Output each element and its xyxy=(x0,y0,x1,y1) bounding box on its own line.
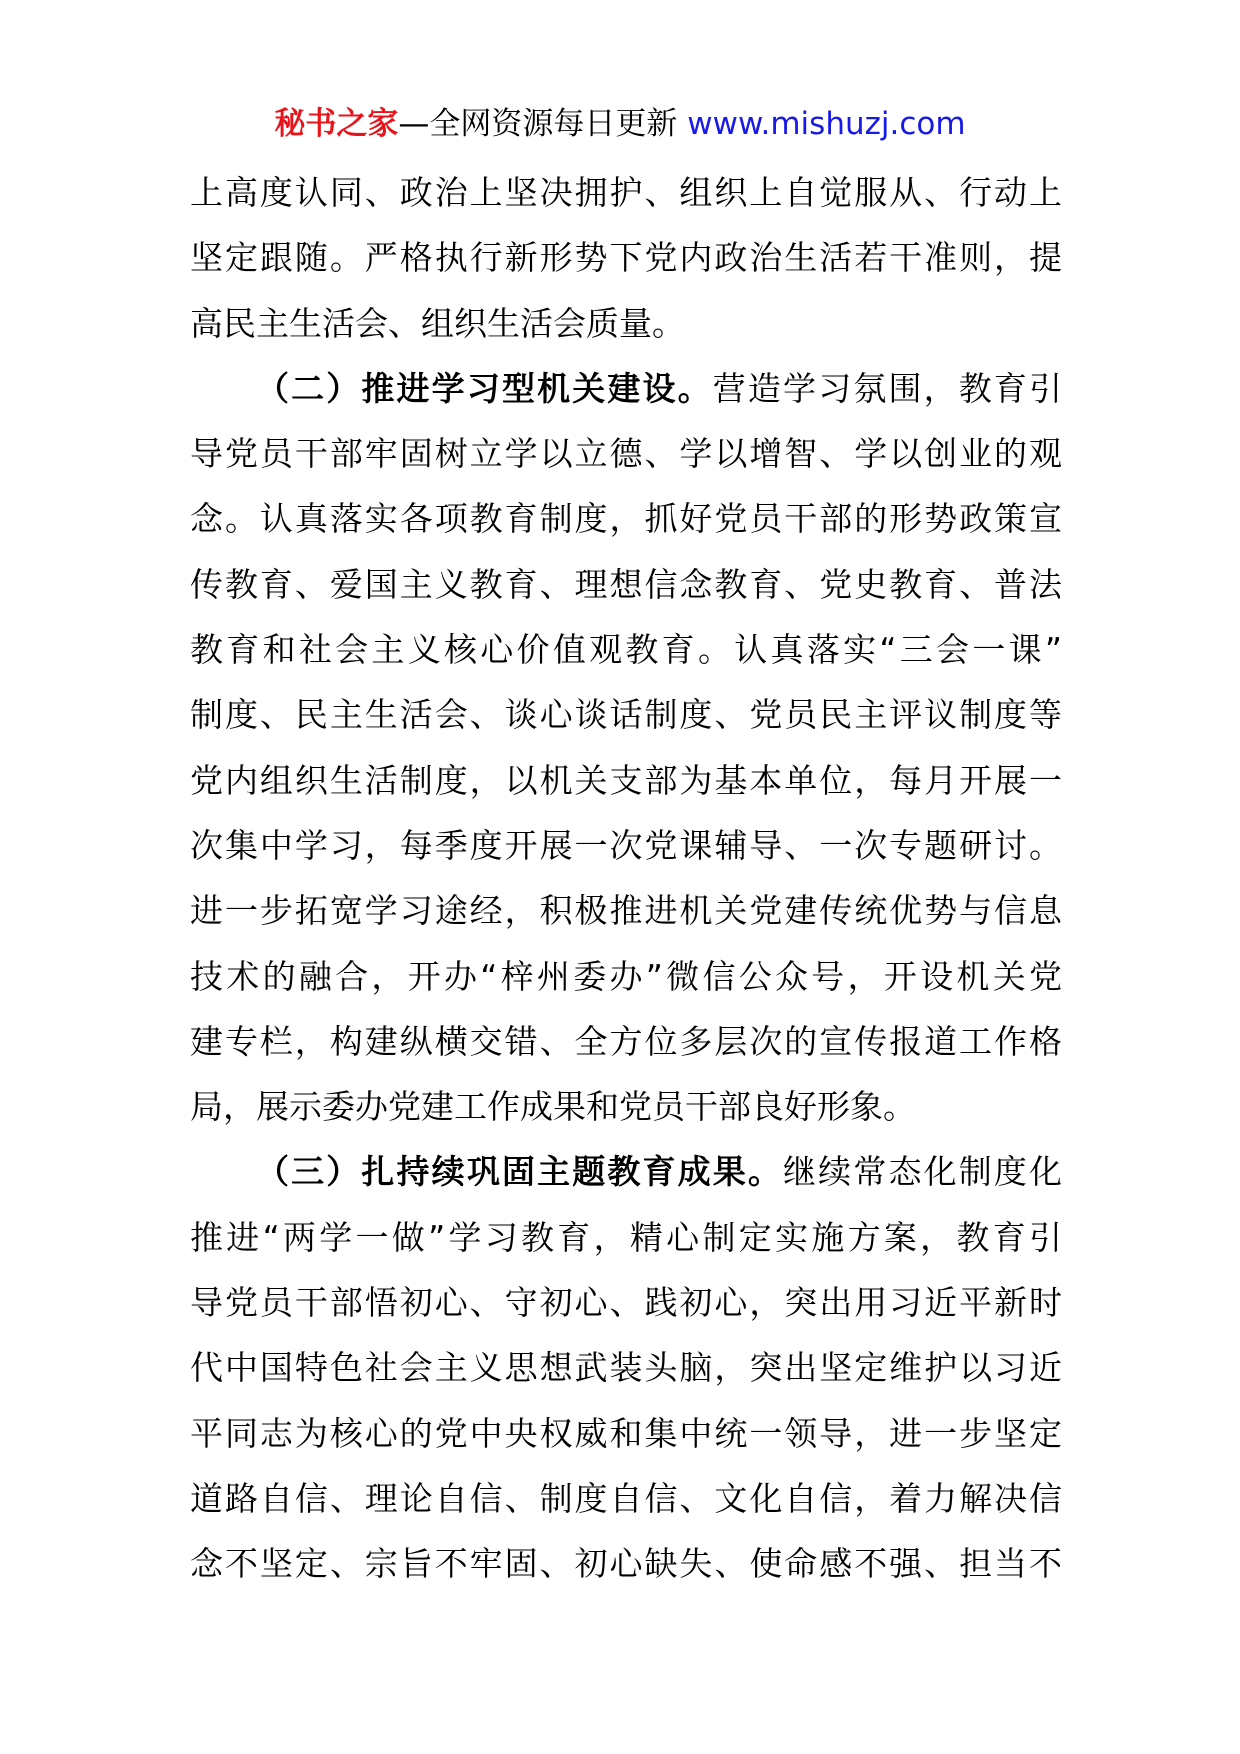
text-line: 党内组织生活制度，以机关支部为基本单位，每月开展一 xyxy=(190,760,1062,800)
text-line: 代中国特色社会主义思想武装头脑，突出坚定维护以习近 xyxy=(190,1348,1062,1388)
text-line: 坚定跟随。严格执行新形势下党内政治生活若干准则，提 xyxy=(190,238,1062,278)
section-3-first-line xyxy=(190,1139,1062,1204)
text-line: 平同志为核心的党中央权威和集中统一领导，进一步坚定 xyxy=(190,1413,1062,1453)
site-header-banner xyxy=(0,94,1240,154)
text-line: 导党员干部悟初心、守初心、践初心，突出用习近平新时 xyxy=(190,1283,1062,1323)
section-2-first-line-text: 营造学习氛围，教育引 xyxy=(712,368,1063,408)
text-line: 技术的融合，开办“梓州委办”微信公众号，开设机关党 xyxy=(190,956,1062,996)
text-line: 念不坚定、宗旨不牢固、初心缺失、使命感不强、担当不 xyxy=(190,1544,1062,1584)
site-tagline: —全网资源每日更新 xyxy=(398,106,678,142)
paragraph-continuation xyxy=(190,160,1062,356)
text-line: 传教育、爱国主义教育、理想信念教育、党史教育、普法 xyxy=(190,564,1062,604)
text-line: 道路自信、理论自信、制度自信、文化自信，着力解决信 xyxy=(190,1478,1062,1518)
section-2-paragraph xyxy=(190,356,1062,1140)
section-2-first-line xyxy=(190,356,1062,421)
text-line: 教育和社会主义核心价值观教育。认真落实“三会一课” xyxy=(190,630,1062,670)
text-line: 建专栏，构建纵横交错、全方位多层次的宣传报道工作格 xyxy=(190,1021,1062,1061)
text-line: 导党员干部牢固树立学以立德、学以增智、学以创业的观 xyxy=(190,434,1062,474)
section-2-heading: （二）推进学习型机关建设。 xyxy=(256,368,713,408)
text-line: 制度、民主生活会、谈心谈话制度、党员民主评议制度等 xyxy=(190,695,1062,735)
document-body xyxy=(190,160,1062,1597)
text-line: 念。认真落实各项教育制度，抓好党员干部的形势政策宣 xyxy=(190,499,1062,539)
site-url-link[interactable]: www.mishuzj.com xyxy=(687,106,966,142)
site-brand-name: 秘书之家 xyxy=(274,106,399,142)
text-line: 局，展示委办党建工作成果和党员干部良好形象。 xyxy=(190,1087,916,1127)
section-3-heading: （三）扎持续巩固主题教育成果。 xyxy=(256,1152,784,1192)
section-3-paragraph xyxy=(190,1139,1062,1596)
text-line: 进一步拓宽学习途经，积极推进机关党建传统优势与信息 xyxy=(190,891,1062,931)
text-line: 推进“两学一做”学习教育，精心制定实施方案，教育引 xyxy=(190,1217,1062,1257)
text-line: 次集中学习，每季度开展一次党课辅导、一次专题研讨。 xyxy=(190,825,1062,865)
section-3-first-line-text: 继续常态化制度化 xyxy=(783,1152,1063,1192)
text-line: 上高度认同、政治上坚决拥护、组织上自觉服从、行动上 xyxy=(190,173,1062,212)
text-line: 高民主生活会、组织生活会质量。 xyxy=(190,303,685,343)
